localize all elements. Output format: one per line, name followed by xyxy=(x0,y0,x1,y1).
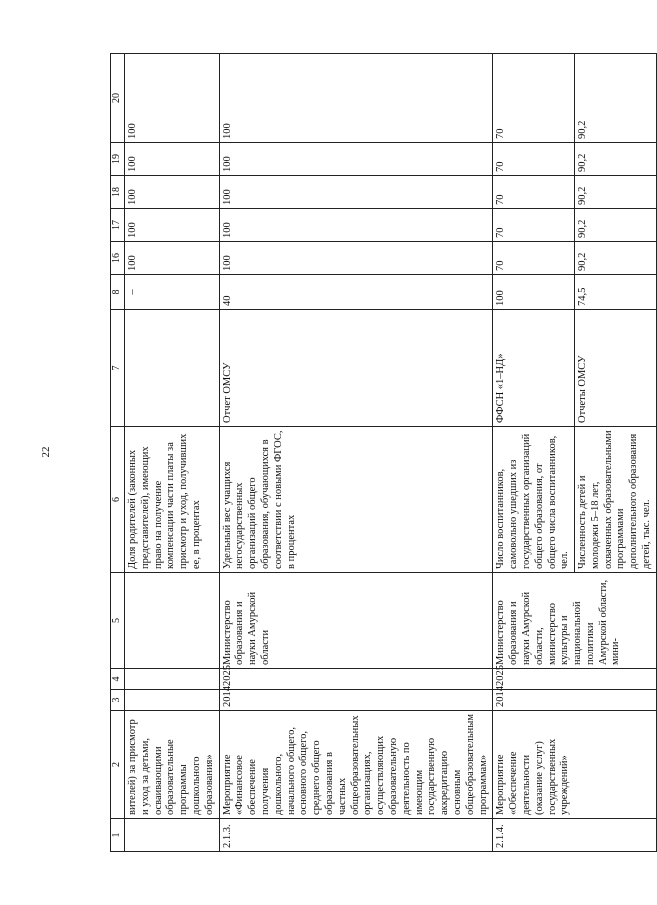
cell-value: – xyxy=(125,275,220,310)
col-header: 20 xyxy=(111,54,125,143)
cell-executor: Министерство образования и науки Амурской области, министерство культуры и национальной политики Амурской области, мини- xyxy=(493,573,657,669)
cell-source: ФФСН «1–НД» xyxy=(493,310,575,427)
cell-value: 90,2 xyxy=(575,54,657,143)
cell-value: 90,2 xyxy=(575,176,657,209)
cell-value: 90,2 xyxy=(575,242,657,275)
col-header: 8 xyxy=(111,275,125,310)
cell-end-year: 2025 xyxy=(219,669,493,690)
cell-value: 40 xyxy=(219,275,493,310)
cell-value: 100 xyxy=(125,143,220,176)
cell-number: 2.1.3. xyxy=(219,819,493,852)
cell-value: 90,2 xyxy=(575,143,657,176)
cell-measure-name: Мероприятие «Финансовое обеспечение получения дошкольного, начального общего, основного общего, среднего общего образования в частных общеобразовательных организациях, осуществляющих образовательную деятельность по имеющим государственную аккредитацию основным общеобразовательным программам» xyxy=(219,711,493,819)
cell-start-year xyxy=(125,690,220,711)
cell-executor xyxy=(125,573,220,669)
cell-value: 100 xyxy=(125,242,220,275)
table-row xyxy=(493,54,575,852)
cell-value: 70 xyxy=(493,242,575,275)
col-header: 17 xyxy=(111,209,125,242)
cell-measure-name: Мероприятие «Обеспечение деятельности (оказание услуг) государственных учреждений» xyxy=(493,711,657,819)
cell-value: 70 xyxy=(493,143,575,176)
cell-value: 100 xyxy=(219,143,493,176)
cell-source xyxy=(125,310,220,427)
cell-number: 2.1.4. xyxy=(493,819,657,852)
col-header: 4 xyxy=(111,669,125,690)
header-row xyxy=(111,54,125,852)
cell-source: Отчеты ОМСУ xyxy=(575,310,657,427)
cell-start-year: 2014 xyxy=(493,690,657,711)
cell-value: 70 xyxy=(493,209,575,242)
cell-value: 100 xyxy=(219,209,493,242)
table-row xyxy=(125,54,220,852)
cell-end-year xyxy=(125,669,220,690)
cell-value: 100 xyxy=(219,242,493,275)
cell-measure-name: вителей) за присмотр и уход за детьми, осваивающими образовательные программы дошкольного образования» xyxy=(125,711,220,819)
cell-number xyxy=(125,819,220,852)
cell-value: 70 xyxy=(493,176,575,209)
cell-source: Отчет ОМСУ xyxy=(219,310,493,427)
col-header: 7 xyxy=(111,310,125,427)
program-measures-table xyxy=(110,53,657,852)
cell-value: 70 xyxy=(493,54,575,143)
col-header: 16 xyxy=(111,242,125,275)
col-header: 3 xyxy=(111,690,125,711)
col-header: 1 xyxy=(111,819,125,852)
cell-indicator: Удельный вес учащихся негосударственных организаций общего образования, обучающихся в соответствии с новыми ФГОС, в процентах xyxy=(219,427,493,573)
col-header: 6 xyxy=(111,427,125,573)
cell-indicator: Доля родителей (законных представителей), имеющих право на получение компенсации части платы за присмотр и уход, получивших ее, в процентах xyxy=(125,427,220,573)
cell-value: 90,2 xyxy=(575,209,657,242)
col-header: 18 xyxy=(111,176,125,209)
cell-end-year: 2025 xyxy=(493,669,657,690)
col-header: 19 xyxy=(111,143,125,176)
cell-value: 100 xyxy=(219,176,493,209)
cell-executor: Министерство образования и науки Амурской области xyxy=(219,573,493,669)
cell-value: 100 xyxy=(219,54,493,143)
cell-value: 100 xyxy=(125,54,220,143)
cell-indicator: Число воспитанников, самовольно ушедших из государственных организаций общего образования, от общего числа воспитанников, чел. xyxy=(493,427,575,573)
cell-value: 100 xyxy=(125,209,220,242)
table-row xyxy=(219,54,493,852)
cell-start-year: 2014 xyxy=(219,690,493,711)
cell-value: 74,5 xyxy=(575,275,657,310)
cell-value: 100 xyxy=(493,275,575,310)
col-header: 5 xyxy=(111,573,125,669)
col-header: 2 xyxy=(111,711,125,819)
cell-value: 100 xyxy=(125,176,220,209)
cell-indicator: Численность детей и молодежи 5–18 лет, охваченных образовательными программами дополнительного образования детей, тыс. чел. xyxy=(575,427,657,573)
rotated-table-container xyxy=(110,54,653,852)
page-number: 22 xyxy=(40,446,52,458)
